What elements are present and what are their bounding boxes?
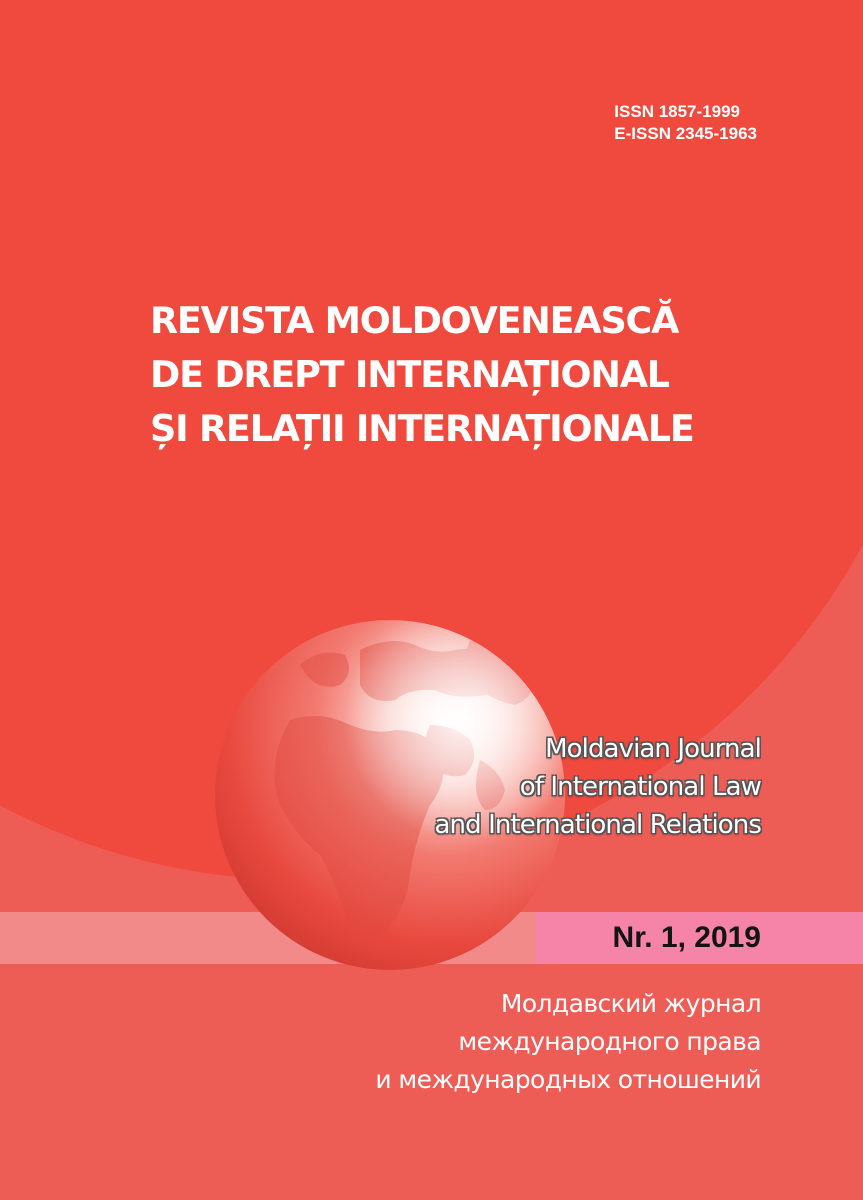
title-en-line: of International Law xyxy=(519,772,761,802)
issn-block xyxy=(614,101,757,145)
title-ru-line: международного права xyxy=(458,1027,761,1056)
title-ro-line: ȘI RELAȚII INTERNAȚIONALE xyxy=(150,407,694,450)
title-romanian xyxy=(150,294,694,456)
issue-number: Nr. 1, 2019 xyxy=(612,921,761,954)
issn-electronic: E-ISSN 2345-1963 xyxy=(614,124,757,143)
title-ro-line: REVISTA MOLDOVENEASCĂ xyxy=(150,299,679,342)
title-ro-line: DE DREPT INTERNAȚIONAL xyxy=(150,353,669,396)
title-english xyxy=(435,730,761,844)
title-russian xyxy=(375,985,761,1099)
title-en-line: Moldavian Journal xyxy=(545,734,761,764)
issn-print: ISSN 1857-1999 xyxy=(614,102,740,121)
title-ru-line: и международных отношений xyxy=(375,1065,761,1094)
title-ru-line: Молдавский журнал xyxy=(500,989,761,1018)
title-en-line: and International Relations xyxy=(434,810,761,840)
